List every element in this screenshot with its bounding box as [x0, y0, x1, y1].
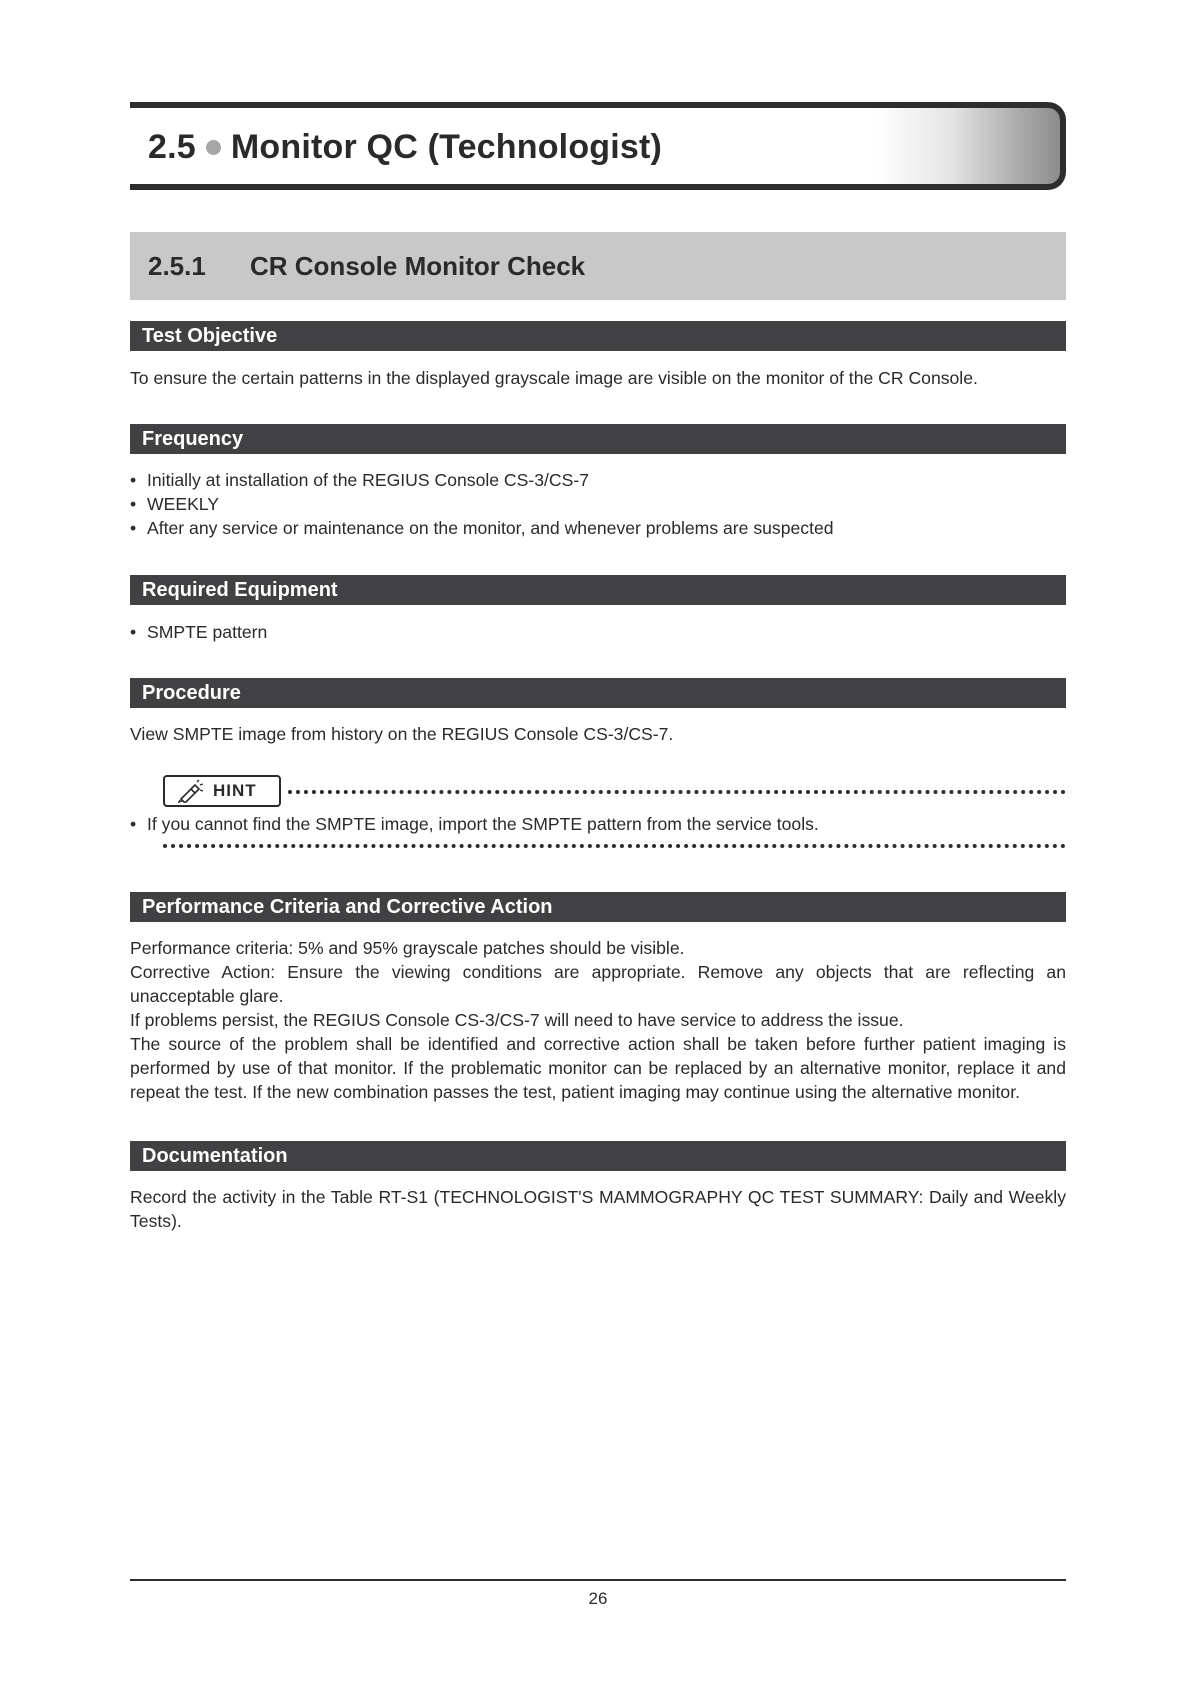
procedure-heading: Procedure — [130, 678, 1066, 708]
section-header — [130, 232, 1066, 300]
footer-rule — [130, 1579, 1066, 1581]
problem-source: The source of the problem shall be identified and corrective action shall be taken before further patient imaging is performed by use of that monitor. If the problematic monitor can be replaced by an alternative monitor, replace it and repeat the test. If the new combination passes the test, patient imaging may continue using the alternative monitor. — [130, 1034, 1066, 1102]
documentation-heading: Documentation — [130, 1141, 1066, 1171]
performance-criteria: Performance criteria: 5% and 95% grayscale patches should be visible. — [130, 938, 685, 958]
required-equipment-heading: Required Equipment — [130, 575, 1066, 605]
section-number: 2.5.1 — [148, 251, 206, 281]
performance-text — [130, 936, 1066, 1104]
chapter-header — [130, 102, 1066, 190]
hint-divider-bottom — [163, 844, 1066, 848]
bullet-icon — [206, 140, 221, 155]
hint-badge — [163, 775, 281, 807]
list-item: • Initially at installation of the REGIUS Console CS-3/CS-7 — [130, 468, 834, 492]
frequency-heading: Frequency — [130, 424, 1066, 454]
procedure-text: View SMPTE image from history on the REGIUS Console CS-3/CS-7. — [130, 724, 674, 744]
test-objective-text: To ensure the certain patterns in the displayed grayscale image are visible on the monitor of the CR Console. — [130, 368, 978, 388]
chapter-title — [148, 128, 662, 167]
hint-label: HINT — [213, 781, 257, 800]
equipment-list — [130, 620, 267, 644]
section-title: CR Console Monitor Check — [250, 251, 586, 281]
chapter-title-text: Monitor QC (Technologist) — [230, 128, 663, 166]
performance-heading: Performance Criteria and Corrective Action — [130, 892, 1066, 922]
list-item: • WEEKLY — [130, 492, 834, 516]
hint-list — [130, 812, 819, 836]
pen-hint-icon — [177, 779, 205, 803]
test-objective-heading: Test Objective — [130, 321, 1066, 351]
list-item: • After any service or maintenance on the monitor, and whenever problems are suspected — [130, 516, 834, 540]
frequency-list — [130, 468, 834, 540]
page-number: 26 — [588, 1589, 608, 1608]
problems-persist: If problems persist, the REGIUS Console CS-3/CS-7 will need to have service to address the issue. — [130, 1010, 904, 1030]
list-item: • SMPTE pattern — [130, 620, 267, 644]
hint-divider-top — [288, 790, 1066, 794]
documentation-text: Record the activity in the Table RT-S1 (TECHNOLOGIST'S MAMMOGRAPHY QC TEST SUMMARY: Daily and Weekly Tests). — [130, 1187, 1066, 1231]
corrective-action: Corrective Action: Ensure the viewing conditions are appropriate. Remove any objects that are reflecting an unacceptable glare. — [130, 962, 1066, 1006]
hint-text: • If you cannot find the SMPTE image, import the SMPTE pattern from the service tools. — [130, 812, 819, 836]
chapter-number: 2.5 — [148, 128, 196, 166]
